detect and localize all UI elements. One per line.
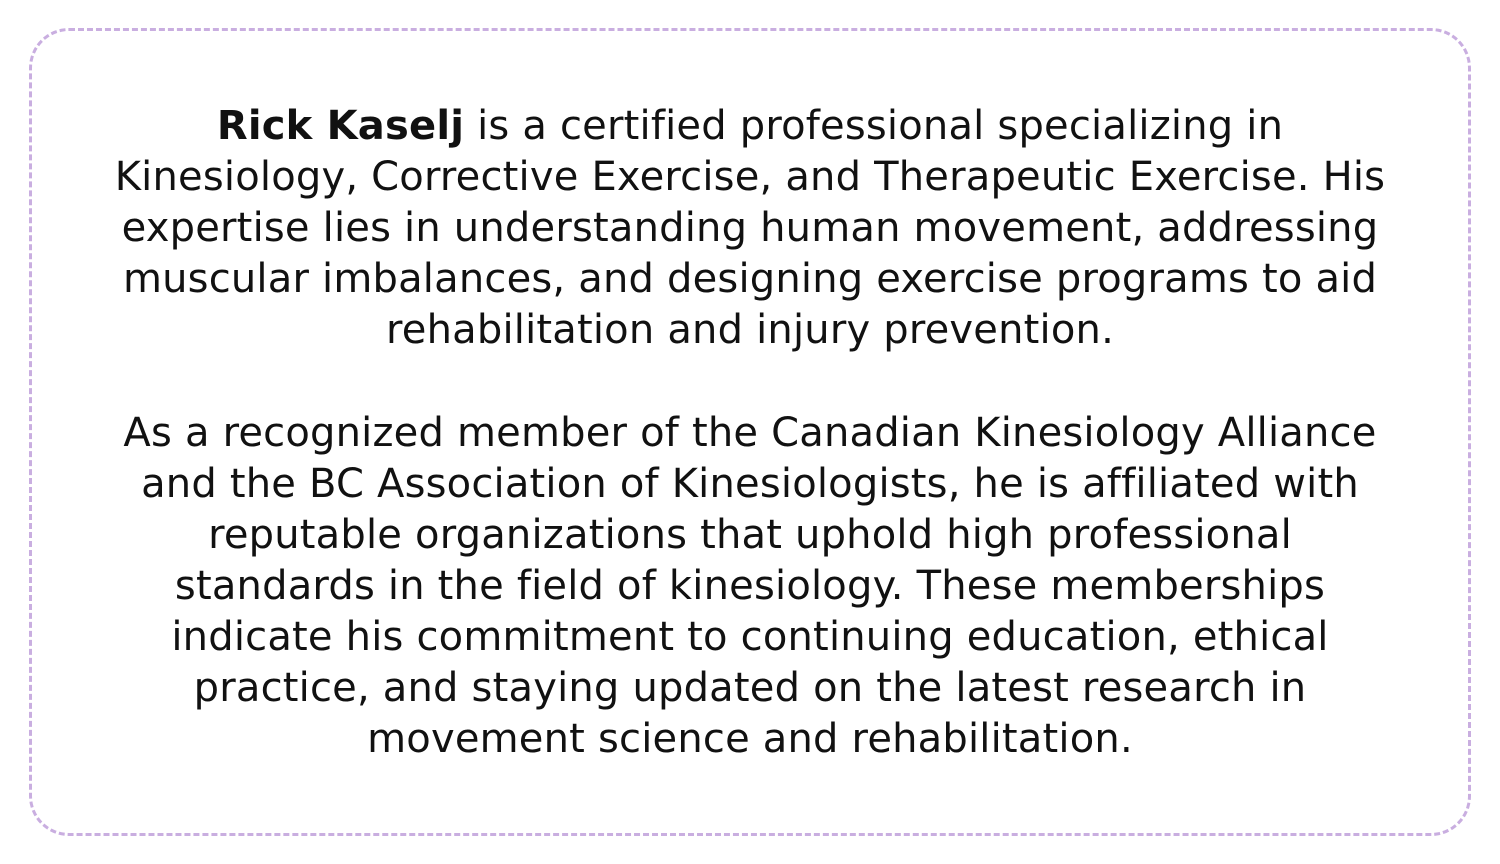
person-name: Rick Kaselj: [216, 103, 465, 149]
bio-paragraph-2: As a recognized member of the Canadian Kinesiology Alliance and the BC Association of Kinesiologists, he is affiliated with reputable organizations that uphold high professional standards in the field of kinesiology. These memberships indicate his commitment to continuing education, ethical practice, and staying updated on the latest research in movement science and rehabilitation.: [123, 410, 1377, 762]
bio-paragraph-1: [32, 101, 1468, 356]
bio-card: [29, 28, 1471, 836]
bio-paragraph-1-text: is a certified professional specializing in Kinesiology, Corrective Exercise, and Therapeutic Exercise. His expertise lies in understanding human movement, addressing muscular imbalances, and designing exercise programs to aid rehabilitation and injury prevention.: [114, 103, 1386, 353]
